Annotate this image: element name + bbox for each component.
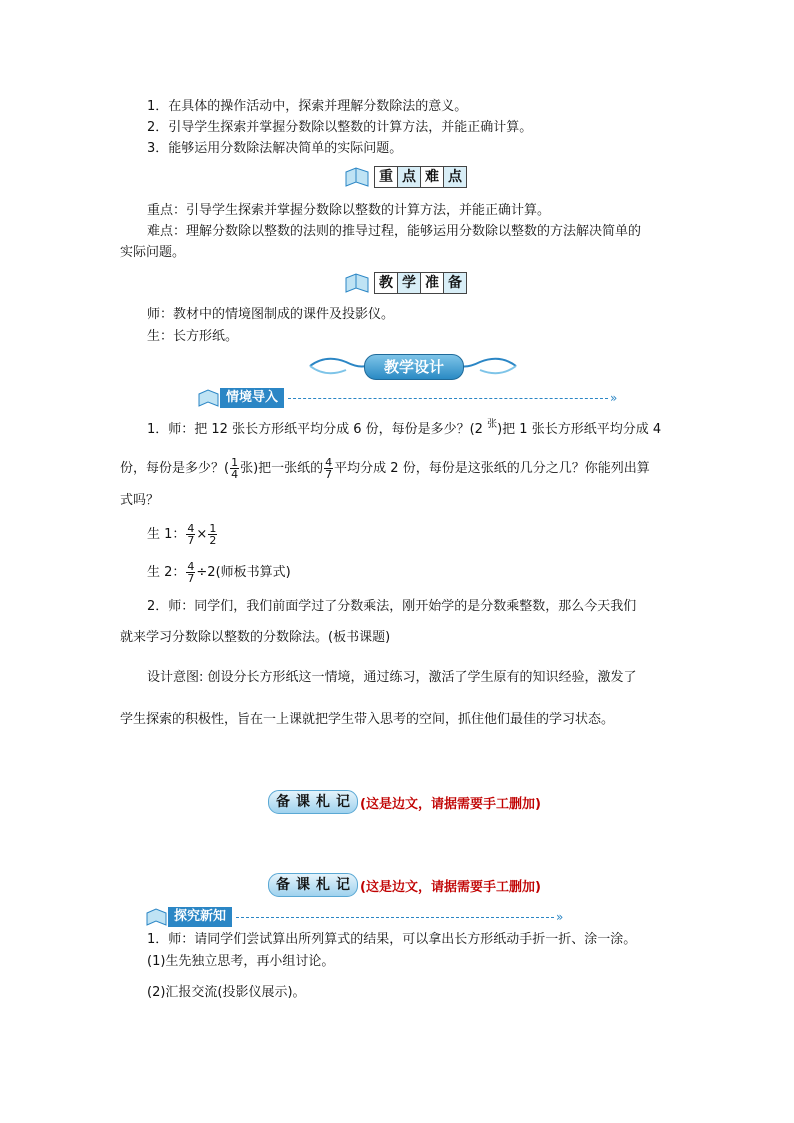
intro-tag xyxy=(198,388,617,408)
fraction: $\frac{4}{7}$ xyxy=(187,560,195,585)
intro-tag-label: 情境导入 xyxy=(220,388,284,408)
difficulty-text-cont: 实际问题。 xyxy=(120,245,186,260)
fraction: $\frac{4}{7}$ xyxy=(187,522,195,547)
notes-char: 记 xyxy=(336,794,350,810)
design-intent-line2: 学生探索的积极性，旨在一上课就把学生带入思考的空间，抓住他们最佳的学习状态。 xyxy=(120,712,615,727)
header-char: 点 xyxy=(398,167,421,187)
header-char: 重 xyxy=(375,167,398,187)
dashed-rule xyxy=(236,917,554,918)
student-2-answer xyxy=(147,560,291,586)
objective-1: 1．在具体的操作活动中，探索并理解分数除法的意义。 xyxy=(147,99,468,114)
objective-3: 3．能够运用分数除法解决简单的实际问题。 xyxy=(147,141,403,156)
notes-remark: (这是边文，请据需要手工删加) xyxy=(360,796,541,812)
book-icon xyxy=(198,389,220,407)
intro-q1-line1 xyxy=(147,421,661,440)
difficulty-text: 难点：理解分数除以整数的法则的推导过程，能够运用分数除以整数的方法解决简单的 xyxy=(147,224,642,239)
text-run: 份，每份是多少？( xyxy=(120,461,230,476)
header-char: 学 xyxy=(398,273,421,293)
notes-remark: (这是边文，请据需要手工删加) xyxy=(360,879,541,895)
notes-badge xyxy=(268,790,541,814)
notes-char: 课 xyxy=(296,877,310,893)
header-char: 难 xyxy=(421,167,444,187)
student-1-answer xyxy=(147,522,218,548)
text-run: × xyxy=(196,527,208,542)
text-run: )把 1 张长方形纸平均分成 4 xyxy=(497,422,662,437)
text-run: 生 1： xyxy=(147,527,186,542)
fraction: $\frac{1}{4}$ xyxy=(231,456,239,481)
header-char: 教 xyxy=(375,273,398,293)
preparation-header xyxy=(344,272,467,294)
arrow-icon: » xyxy=(556,910,564,924)
notes-badge xyxy=(268,873,541,897)
text-run: 平均分成 2 份，每份是这张纸的几分之几？你能列出算 xyxy=(334,461,650,476)
focus-text: 重点：引导学生探索并掌握分数除以整数的计算方法，并能正确计算。 xyxy=(147,203,551,218)
fraction: $\frac{1}{2}$ xyxy=(209,522,217,547)
explore-line3: (2)汇报交流(投影仪展示)。 xyxy=(147,985,306,1000)
notes-char: 札 xyxy=(316,794,330,810)
explore-line2: (1)生先独立思考，再小组讨论。 xyxy=(147,954,335,969)
intro-q2-line1: 2．师：同学们，我们前面学过了分数乘法，刚开始学的是分数乘整数，那么今天我们 xyxy=(147,599,637,614)
intro-q2-line2: 就来学习分数除以整数的分数除法。(板书课题) xyxy=(120,630,391,645)
fraction: $\frac{4}{7}$ xyxy=(325,456,333,481)
explore-tag xyxy=(146,907,563,927)
header-char: 点 xyxy=(444,167,466,187)
book-icon xyxy=(344,166,370,188)
design-banner xyxy=(306,352,520,380)
dashed-rule xyxy=(288,398,608,399)
design-banner-title: 教学设计 xyxy=(364,354,464,380)
teacher-prep: 师：教材中的情境图制成的课件及投影仪。 xyxy=(147,307,395,322)
text-run: 张 xyxy=(487,419,498,430)
explore-line1: 1．师：请同学们尝试算出所列算式的结果，可以拿出长方形纸动手折一折、涂一涂。 xyxy=(147,932,637,947)
header-char: 备 xyxy=(444,273,466,293)
book-icon xyxy=(344,272,370,294)
notes-char: 札 xyxy=(316,877,330,893)
intro-q1-line2 xyxy=(120,456,650,482)
text-run: 张)把一张纸的 xyxy=(240,461,324,476)
student-prep: 生：长方形纸。 xyxy=(147,329,239,344)
text-run: 生 2： xyxy=(147,565,186,580)
explore-tag-label: 探究新知 xyxy=(168,907,232,927)
notes-char: 记 xyxy=(336,877,350,893)
objective-2: 2．引导学生探索并掌握分数除以整数的计算方法，并能正确计算。 xyxy=(147,120,533,135)
intro-q1-line3: 式吗？ xyxy=(120,493,160,508)
text-run: 1．师：把 12 张长方形纸平均分成 6 份，每份是多少？(2 xyxy=(147,422,488,437)
key-points-header xyxy=(344,166,467,188)
notes-char: 备 xyxy=(276,794,290,810)
text-run: ÷2(师板书算式) xyxy=(196,565,291,580)
notes-char: 课 xyxy=(296,794,310,810)
book-icon xyxy=(146,908,168,926)
header-char: 准 xyxy=(421,273,444,293)
design-intent-line1: 设计意图: 创设分长方形纸这一情境，通过练习，激活了学生原有的知识经验，激发了 xyxy=(147,670,637,685)
arrow-icon: » xyxy=(610,391,618,405)
notes-char: 备 xyxy=(276,877,290,893)
